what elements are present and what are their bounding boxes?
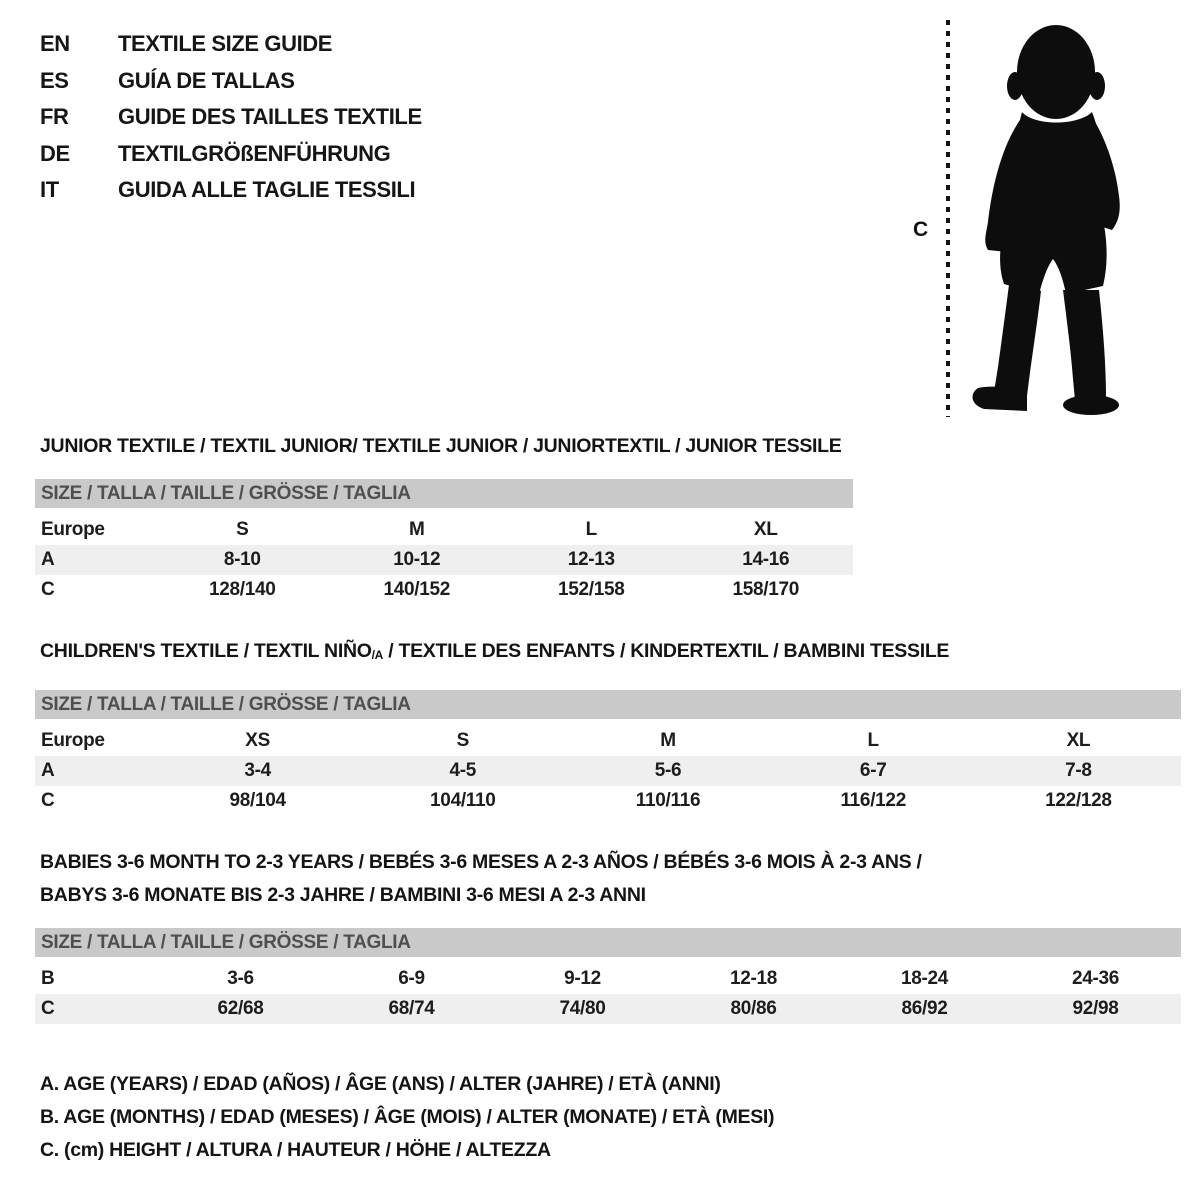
- lang-code: ES: [40, 67, 69, 93]
- lang-row-es: [40, 63, 422, 100]
- lang-row-it: [40, 172, 422, 209]
- babies-section-title: [40, 846, 922, 912]
- row-label: Europe: [41, 519, 105, 540]
- size-cell: XL: [753, 519, 778, 540]
- children-title-prefix: CHILDREN'S TEXTILE / TEXTIL NIÑO: [40, 640, 372, 662]
- row-label: B: [41, 968, 55, 989]
- table-row-age: [35, 545, 853, 575]
- children-size-table: [35, 690, 1181, 816]
- height-cell: 104/110: [430, 790, 496, 811]
- age-cell: 12-13: [567, 549, 615, 570]
- age-cell: 5-6: [654, 760, 682, 781]
- lang-label: GUIDE DES TAILLES TEXTILE: [118, 104, 422, 130]
- months-cell: 6-9: [398, 968, 425, 989]
- lang-row-fr: [40, 99, 422, 136]
- children-section-title: [40, 640, 949, 663]
- row-label: A: [41, 549, 55, 570]
- baby-ear-right: [1089, 72, 1105, 100]
- height-measure-dashed-line: [946, 20, 950, 417]
- height-cell: 68/74: [388, 998, 435, 1019]
- legend-footnotes: [40, 1068, 774, 1167]
- footnote-height-cm: C. (cm) HEIGHT / ALTURA / HAUTEUR / HÖHE / ALTEZZA: [40, 1139, 551, 1161]
- footnote-age-months: B. AGE (MONTHS) / EDAD (MESES) / ÂGE (MOIS) / ALTER (MONATE) / ETÀ (MESI): [40, 1106, 775, 1128]
- size-cell: S: [236, 519, 249, 540]
- size-cell: M: [660, 730, 676, 751]
- row-label: C: [41, 998, 55, 1019]
- table-row-height: [35, 994, 1181, 1024]
- lang-code: FR: [40, 104, 69, 130]
- lang-label: TEXTILE SIZE GUIDE: [118, 31, 333, 57]
- age-cell: 3-4: [244, 760, 271, 781]
- size-cell: L: [867, 730, 879, 751]
- months-cell: 3-6: [227, 968, 254, 989]
- baby-leg-right: [1063, 290, 1106, 400]
- table-row-height: [35, 786, 1181, 816]
- table-row-height: [35, 575, 853, 605]
- baby-head: [1017, 25, 1095, 119]
- height-measure-label: C: [913, 218, 929, 241]
- table-row-months: [35, 964, 1181, 994]
- size-cell: S: [456, 730, 469, 751]
- table-row-age: [35, 756, 1181, 786]
- row-label: Europe: [41, 730, 105, 751]
- size-cell: XL: [1066, 730, 1091, 751]
- height-cell: 140/152: [383, 579, 451, 600]
- height-cell: 62/68: [217, 998, 264, 1019]
- footnote-age-years: A. AGE (YEARS) / EDAD (AÑOS) / ÂGE (ANS) / ALTER (JAHRE) / ETÀ (ANNI): [40, 1073, 721, 1095]
- baby-foot-right: [1063, 395, 1119, 415]
- table-header-band: SIZE / TALLA / TAILLE / GRÖSSE / TAGLIA: [35, 479, 853, 508]
- table-header-band: SIZE / TALLA / TAILLE / GRÖSSE / TAGLIA: [35, 690, 1181, 719]
- lang-row-de: [40, 136, 422, 173]
- height-cell: 152/158: [557, 579, 625, 600]
- table-header-band: SIZE / TALLA / TAILLE / GRÖSSE / TAGLIA: [35, 928, 1181, 957]
- age-cell: 4-5: [449, 760, 477, 781]
- table-row-europe: [35, 726, 1181, 756]
- babies-size-table: [35, 928, 1181, 1024]
- babies-title-line1: BABIES 3-6 MONTH TO 2-3 YEARS / BEBÉS 3-6 MESES A 2-3 AÑOS / BÉBÉS 3-6 MOIS À 2-3 ANS /: [40, 851, 922, 873]
- table-row-europe: [35, 515, 853, 545]
- lang-code: IT: [40, 177, 59, 203]
- height-cell: 158/170: [732, 579, 800, 600]
- age-cell: 14-16: [742, 549, 790, 570]
- baby-ear-left: [1007, 72, 1023, 100]
- row-label: A: [41, 760, 55, 781]
- height-cell: 98/104: [229, 790, 286, 811]
- height-cell: 92/98: [1072, 998, 1119, 1019]
- age-cell: 6-7: [859, 760, 887, 781]
- size-cell: L: [585, 519, 597, 540]
- row-label: C: [41, 579, 55, 600]
- junior-section-title: JUNIOR TEXTILE / TEXTIL JUNIOR/ TEXTILE JUNIOR / JUNIORTEXTIL / JUNIOR TESSILE: [40, 435, 842, 457]
- height-cell: 86/92: [901, 998, 948, 1019]
- baby-torso: [1010, 112, 1105, 218]
- height-cell: 122/128: [1045, 790, 1112, 811]
- size-cell: M: [408, 519, 425, 540]
- age-cell: 8-10: [223, 549, 261, 570]
- row-label: C: [41, 790, 55, 811]
- lang-code: EN: [40, 31, 70, 57]
- lang-label: GUIDA ALLE TAGLIE TESSILI: [118, 177, 416, 203]
- months-cell: 12-18: [729, 968, 778, 989]
- months-cell: 9-12: [564, 968, 601, 989]
- lang-code: DE: [40, 140, 70, 166]
- height-cell: 74/80: [559, 998, 606, 1019]
- height-cell: 110/116: [635, 790, 701, 811]
- age-cell: 10-12: [393, 549, 441, 570]
- height-cell: 116/122: [840, 790, 906, 811]
- lang-label: TEXTILGRÖßENFÜHRUNG: [118, 140, 391, 166]
- baby-leg-left: [994, 277, 1041, 396]
- children-title-suffix: / TEXTILE DES ENFANTS / KINDERTEXTIL / BAMBINI TESSILE: [383, 640, 950, 662]
- months-cell: 18-24: [900, 968, 949, 989]
- months-cell: 24-36: [1071, 968, 1120, 989]
- junior-size-table: [35, 479, 853, 605]
- baby-silhouette-image: [960, 20, 1146, 418]
- height-cell: 128/140: [208, 579, 276, 600]
- babies-title-line2: BABYS 3-6 MONATE BIS 2-3 JAHRE / BAMBINI 3-6 MESI A 2-3 ANNI: [40, 884, 646, 906]
- lang-label: GUÍA DE TALLAS: [118, 67, 295, 93]
- lang-row-en: [40, 26, 422, 63]
- age-cell: 7-8: [1065, 760, 1092, 781]
- language-title-list: [40, 26, 422, 209]
- height-cell: 80/86: [730, 998, 777, 1019]
- children-title-subscript: /A: [371, 648, 384, 663]
- size-cell: XS: [245, 730, 270, 751]
